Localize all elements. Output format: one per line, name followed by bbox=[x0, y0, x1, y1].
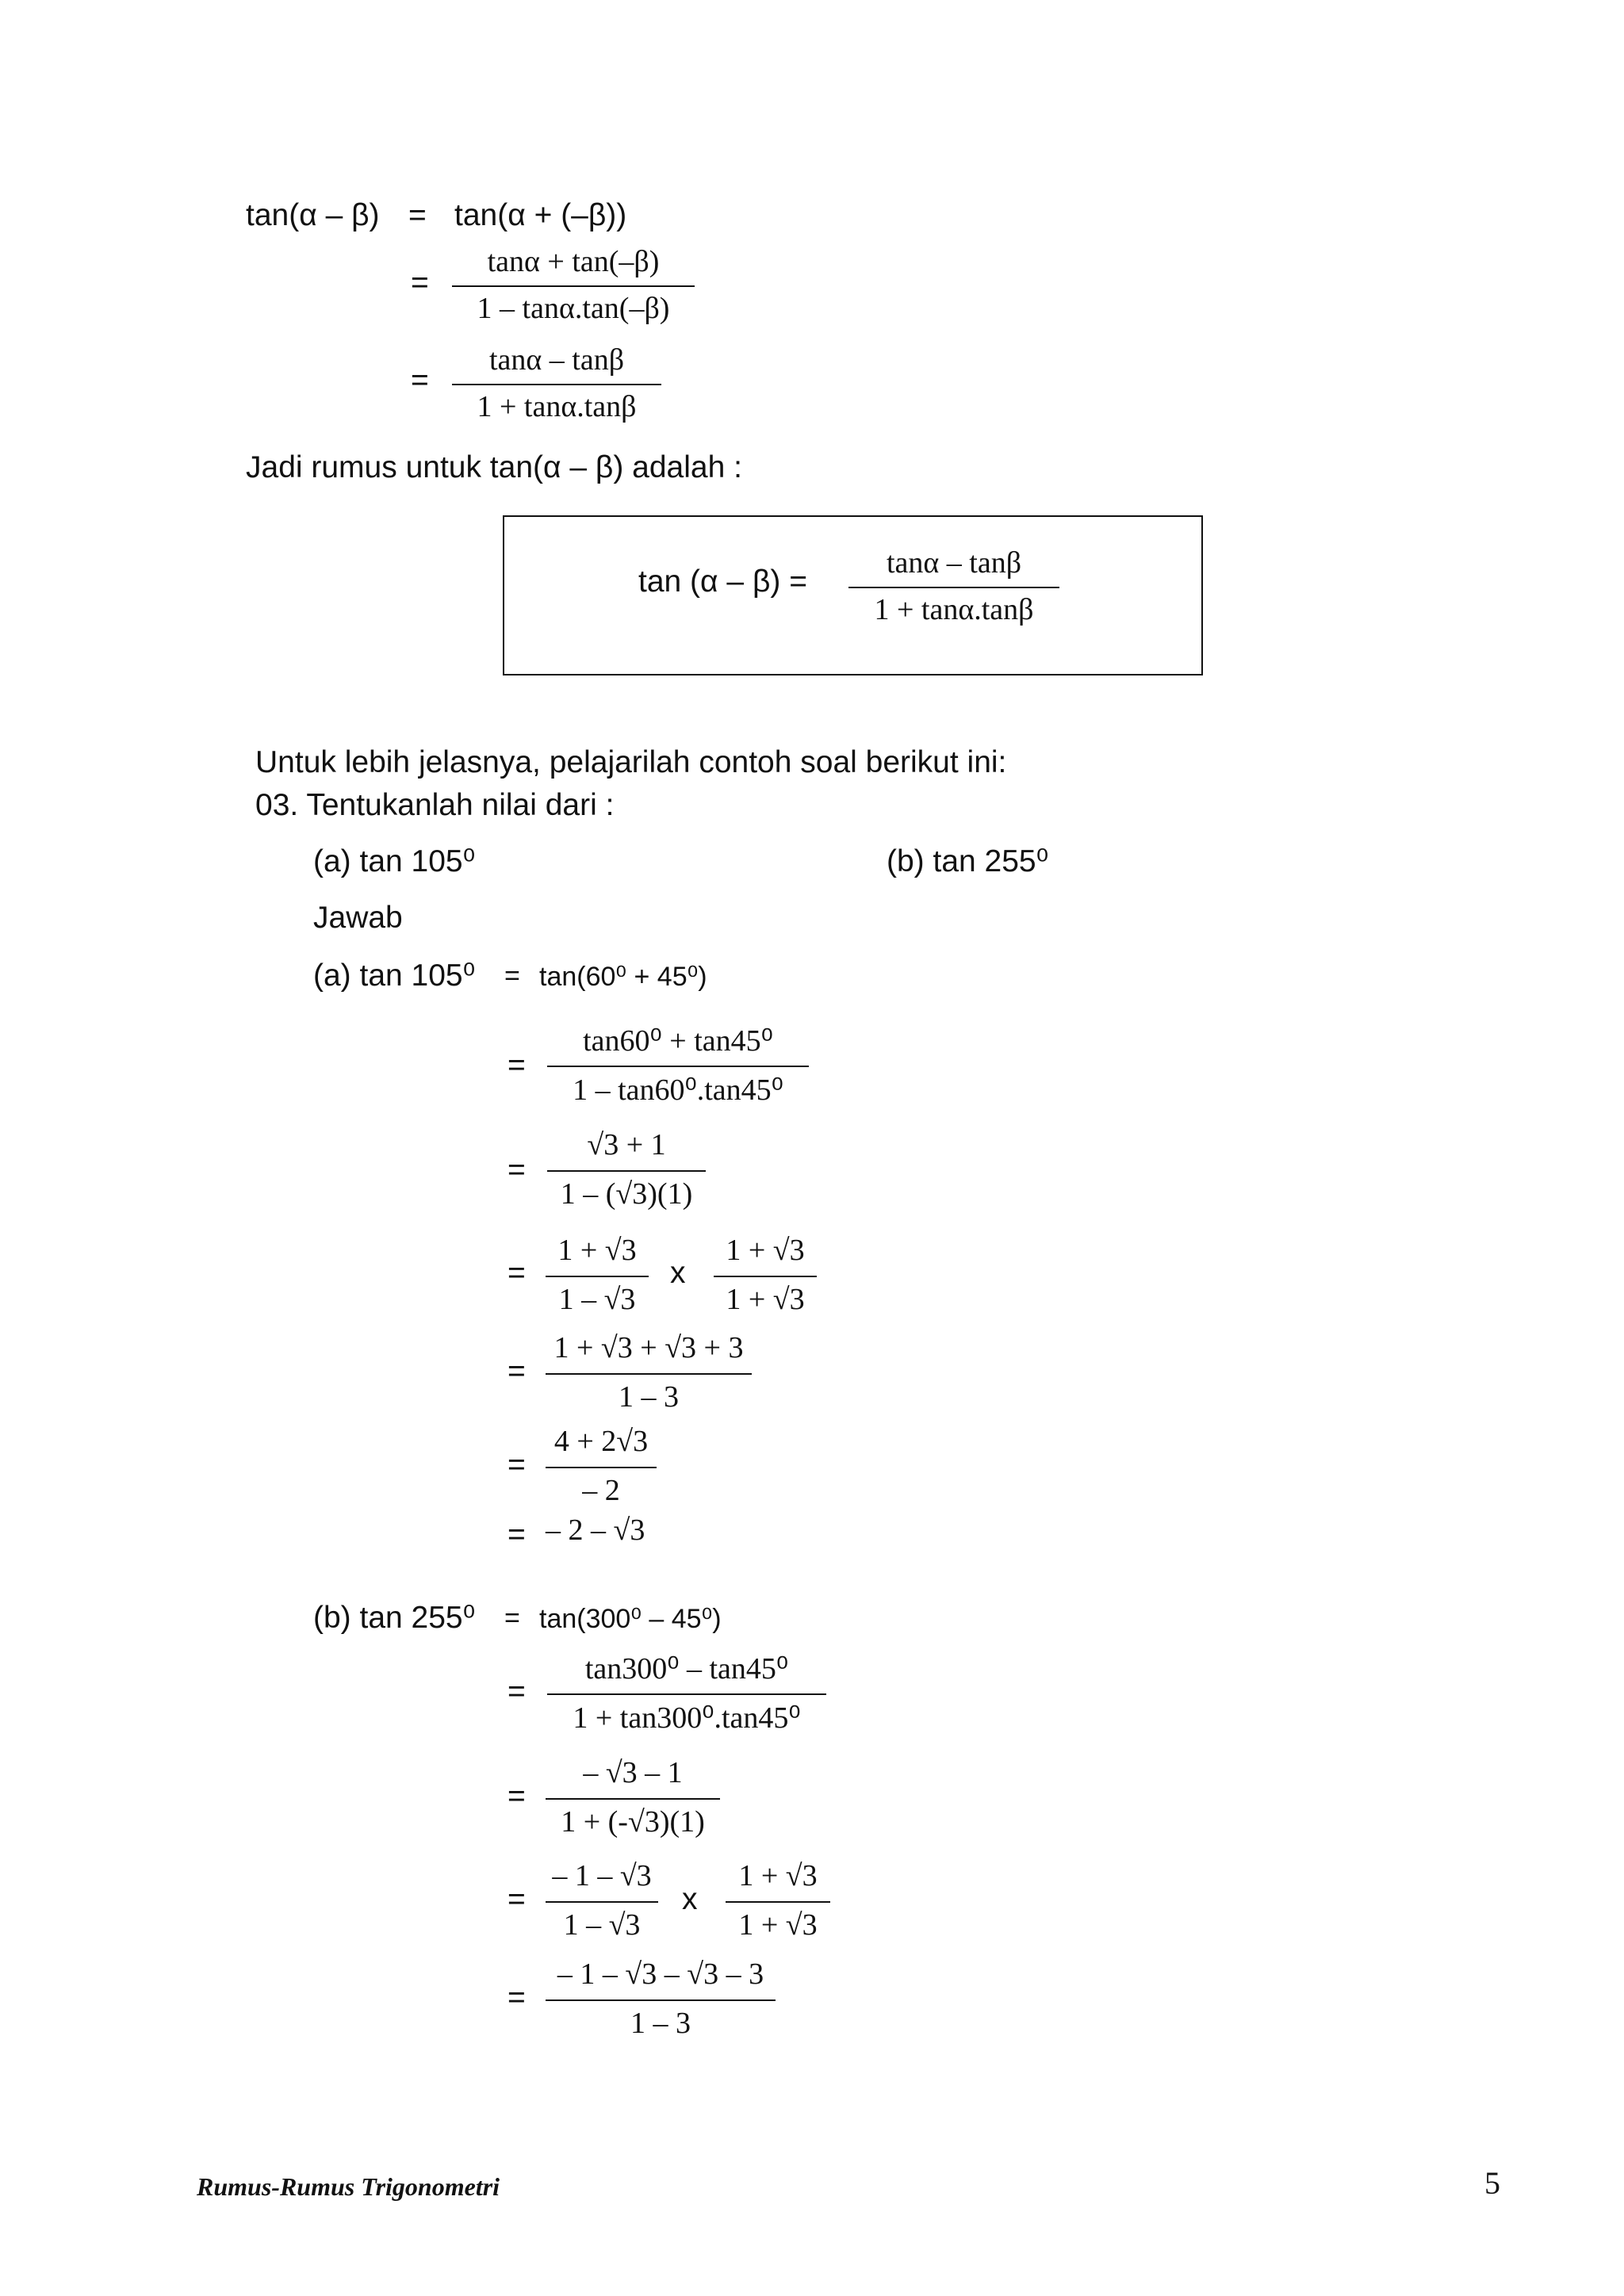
equals-sign: = bbox=[508, 1882, 526, 1916]
fraction-denominator: – 2 bbox=[582, 1474, 620, 1507]
footer-title: Rumus-Rumus Trigonometri bbox=[197, 2172, 500, 2201]
problem-title: 03. Tentukanlah nilai dari : bbox=[255, 788, 615, 822]
solution-a-step1: tan(60⁰ + 45⁰) bbox=[539, 962, 707, 992]
fraction-denominator: 1 – 3 bbox=[630, 2007, 691, 2040]
fraction-denominator: 1 + tan300⁰.tan45⁰ bbox=[573, 1701, 801, 1735]
fraction-numerator: 1 + √3 bbox=[738, 1859, 818, 1892]
solution-a-step4-left-fraction bbox=[546, 1225, 649, 1324]
fraction-denominator: 1 – 3 bbox=[619, 1380, 679, 1414]
problem-item-a: (a) tan 105⁰ bbox=[313, 844, 476, 878]
fraction-bar bbox=[547, 1693, 826, 1695]
solution-b-step5-fraction bbox=[546, 1949, 776, 2048]
fraction-numerator: √3 + 1 bbox=[587, 1128, 666, 1161]
fraction-numerator: – 1 – √3 – √3 – 3 bbox=[557, 1957, 764, 1991]
solution-a-step4-right-fraction bbox=[714, 1225, 817, 1324]
fraction-denominator: 1 – √3 bbox=[558, 1283, 636, 1316]
solution-a-step6-fraction bbox=[546, 1416, 657, 1515]
solution-b-step4-left-fraction bbox=[546, 1850, 658, 1950]
fraction-bar bbox=[546, 1999, 776, 2001]
conclusion-text: Jadi rumus untuk tan(α – β) adalah : bbox=[246, 450, 742, 484]
solution-a-step3-fraction bbox=[547, 1119, 706, 1219]
fraction-numerator: – √3 – 1 bbox=[583, 1756, 683, 1789]
fraction-numerator: tanα – tanβ bbox=[488, 343, 625, 377]
fraction-numerator: tanα + tan(–β) bbox=[487, 245, 660, 278]
fraction-denominator: 1 + tanα.tanβ bbox=[874, 593, 1034, 626]
solution-b-step3-fraction bbox=[546, 1747, 720, 1846]
equals-sign: = bbox=[508, 1153, 526, 1187]
fraction-bar bbox=[452, 285, 695, 287]
solution-b-step1: tan(300⁰ – 45⁰) bbox=[539, 1604, 722, 1634]
fraction-denominator: 1 + tanα.tanβ bbox=[477, 390, 637, 423]
equals-sign: = bbox=[508, 1980, 526, 2015]
derivation-step1: tan(α + (–β)) bbox=[454, 198, 627, 232]
solution-b-step2-fraction bbox=[547, 1643, 826, 1742]
equals-sign: = bbox=[504, 961, 520, 991]
solution-a-lhs: (a) tan 105⁰ bbox=[313, 959, 476, 993]
fraction-denominator: 1 – tanα.tan(–β) bbox=[477, 292, 670, 325]
fraction-numerator: – 1 – √3 bbox=[552, 1859, 652, 1892]
solution-b-step4-right-fraction bbox=[726, 1850, 830, 1950]
boxed-formula-lhs: tan (α – β) = bbox=[638, 564, 807, 599]
times-sign: x bbox=[670, 1256, 686, 1290]
problem-item-b: (b) tan 255⁰ bbox=[887, 844, 1049, 878]
equals-sign: = bbox=[411, 266, 429, 300]
equals-sign: = bbox=[508, 1517, 526, 1552]
fraction-bar bbox=[848, 587, 1059, 588]
fraction-denominator: 1 – tan60⁰.tan45⁰ bbox=[573, 1073, 783, 1107]
fraction-numerator: tan300⁰ – tan45⁰ bbox=[584, 1652, 789, 1686]
fraction-numerator: 4 + 2√3 bbox=[553, 1425, 649, 1458]
fraction-denominator: 1 + √3 bbox=[726, 1283, 805, 1316]
equals-sign: = bbox=[508, 1048, 526, 1082]
fraction-denominator: 1 – √3 bbox=[563, 1908, 641, 1942]
fraction-numerator: 1 + √3 bbox=[557, 1234, 637, 1267]
equals-sign: = bbox=[508, 1674, 526, 1709]
equals-sign: = bbox=[408, 198, 427, 232]
page-number: 5 bbox=[1484, 2165, 1500, 2201]
fraction-bar bbox=[546, 1276, 649, 1277]
fraction-bar bbox=[546, 1467, 657, 1468]
fraction-bar bbox=[547, 1066, 809, 1067]
boxed-formula-fraction bbox=[848, 539, 1059, 634]
fraction-bar bbox=[546, 1798, 720, 1800]
fraction-denominator: 1 – (√3)(1) bbox=[560, 1177, 693, 1211]
fraction-bar bbox=[546, 1373, 752, 1375]
fraction-denominator: 1 + (-√3)(1) bbox=[561, 1805, 705, 1839]
answer-label: Jawab bbox=[313, 901, 403, 935]
fraction-bar bbox=[726, 1901, 830, 1903]
derivation-lhs: tan(α – β) bbox=[246, 198, 380, 232]
solution-a-step7: – 2 – √3 bbox=[546, 1513, 645, 1547]
solution-a-step5-fraction bbox=[546, 1322, 752, 1422]
equals-sign: = bbox=[508, 1779, 526, 1813]
equals-sign: = bbox=[411, 363, 429, 397]
equals-sign: = bbox=[504, 1603, 520, 1633]
fraction-denominator: 1 + √3 bbox=[738, 1908, 818, 1942]
fraction-bar bbox=[714, 1276, 817, 1277]
derivation-step3-fraction bbox=[452, 336, 661, 431]
equals-sign: = bbox=[508, 1448, 526, 1482]
fraction-bar bbox=[547, 1170, 706, 1172]
fraction-numerator: tanα – tanβ bbox=[886, 546, 1022, 580]
solution-a-step2-fraction bbox=[547, 1015, 809, 1114]
intro-text: Untuk lebih jelasnya, pelajarilah contoh soal berikut ini: bbox=[255, 745, 1007, 779]
solution-b-lhs: (b) tan 255⁰ bbox=[313, 1601, 476, 1635]
equals-sign: = bbox=[508, 1354, 526, 1388]
fraction-numerator: tan60⁰ + tan45⁰ bbox=[583, 1024, 773, 1058]
fraction-numerator: 1 + √3 + √3 + 3 bbox=[553, 1331, 744, 1364]
derivation-step2-fraction bbox=[452, 238, 695, 333]
fraction-bar bbox=[546, 1901, 658, 1903]
fraction-bar bbox=[452, 384, 661, 385]
equals-sign: = bbox=[508, 1256, 526, 1290]
times-sign: x bbox=[682, 1882, 698, 1916]
fraction-numerator: 1 + √3 bbox=[726, 1234, 805, 1267]
